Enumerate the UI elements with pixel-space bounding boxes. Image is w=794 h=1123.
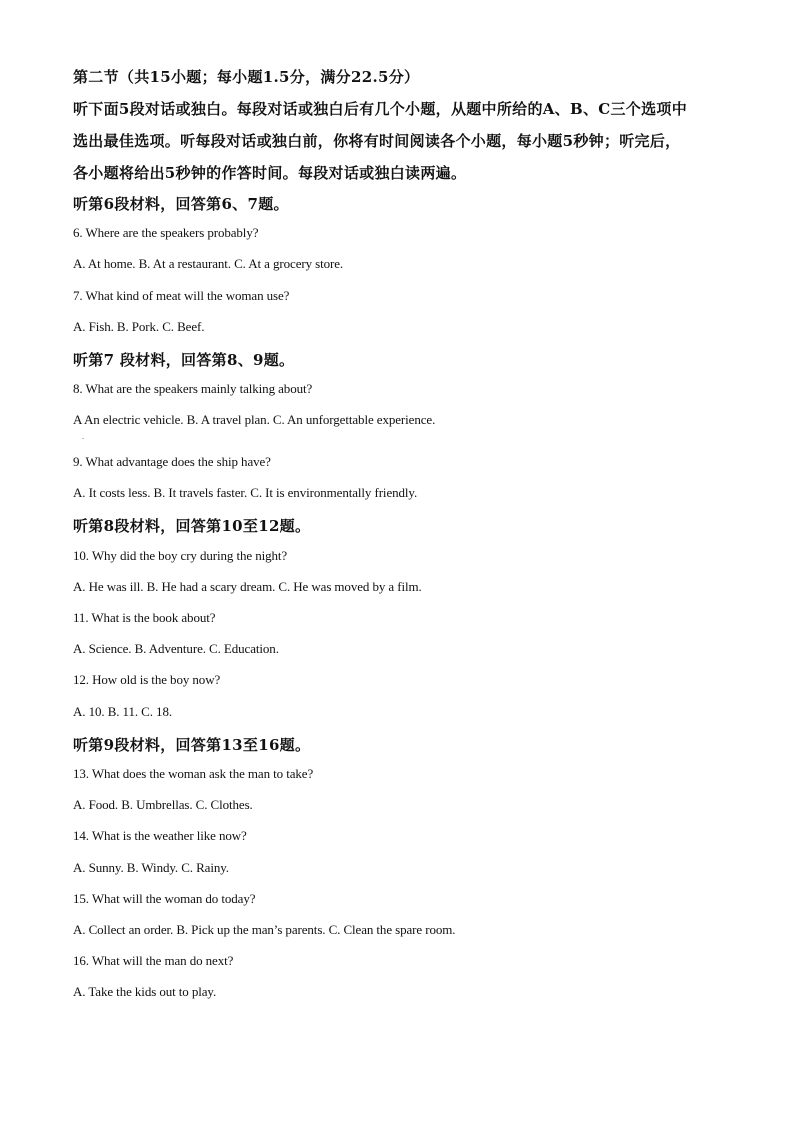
options-6: A. At home. B. At a restaurant. C. At a grocery store. — [73, 256, 344, 271]
group-heading-1: 听第6段材料，回答第6、7题。 — [73, 195, 289, 213]
question-6: 6. Where are the speakers probably? — [73, 225, 259, 240]
instruction-line-1: 听下面5段对话或独白。每段对话或独白后有几个小题，从题中所给的A、B、C三个选项中 — [73, 100, 687, 118]
options-9: A. It costs less. B. It travels faster. C. It is environmentally friendly. — [73, 485, 418, 500]
group-heading-2: 听第7 段材料，回答第8、9题。 — [73, 351, 295, 369]
instruction-line-2: 选出最佳选项。听每段对话或独白前，你将有时间阅读各个小题，每小题5秒钟；听完后， — [73, 132, 681, 150]
options-13: A. Food. B. Umbrellas. C. Clothes. — [73, 797, 253, 812]
question-14: 14. What is the weather like now? — [73, 828, 247, 843]
options-14: A. Sunny. B. Windy. C. Rainy. — [73, 860, 229, 875]
options-12: A. 10. B. 11. C. 18. — [73, 704, 172, 719]
question-10: 10. Why did the boy cry during the night? — [73, 548, 288, 563]
question-8: 8. What are the speakers mainly talking about? — [73, 381, 313, 396]
question-7: 7. What kind of meat will the woman use? — [73, 288, 290, 303]
stray-mark: . — [82, 432, 84, 441]
question-13: 13. What does the woman ask the man to take? — [73, 766, 314, 781]
group-heading-3: 听第8段材料，回答第10至12题。 — [73, 517, 311, 535]
question-16: 16. What will the man do next? — [73, 953, 234, 968]
question-11: 11. What is the book about? — [73, 610, 216, 625]
options-11: A. Science. B. Adventure. C. Education. — [73, 641, 279, 656]
question-12: 12. How old is the boy now? — [73, 672, 221, 687]
options-16: A. Take the kids out to play. — [73, 984, 217, 999]
options-10: A. He was ill. B. He had a scary dream. C. He was moved by a film. — [73, 579, 422, 594]
options-7: A. Fish. B. Pork. C. Beef. — [73, 319, 205, 334]
options-8: A An electric vehicle. B. A travel plan. C. An unforgettable experience. — [73, 412, 436, 427]
instruction-line-3: 各小题将给出5秒钟的作答时间。每段对话或独白读两遍。 — [73, 164, 467, 182]
question-9: 9. What advantage does the ship have? — [73, 454, 271, 469]
group-heading-4: 听第9段材料，回答第13至16题。 — [73, 736, 311, 754]
question-15: 15. What will the woman do today? — [73, 891, 256, 906]
section-header: 第二节（共15小题；每小题1.5分，满分22.5分） — [73, 68, 420, 86]
options-15: A. Collect an order. B. Pick up the man’s parents. C. Clean the spare room. — [73, 922, 456, 937]
